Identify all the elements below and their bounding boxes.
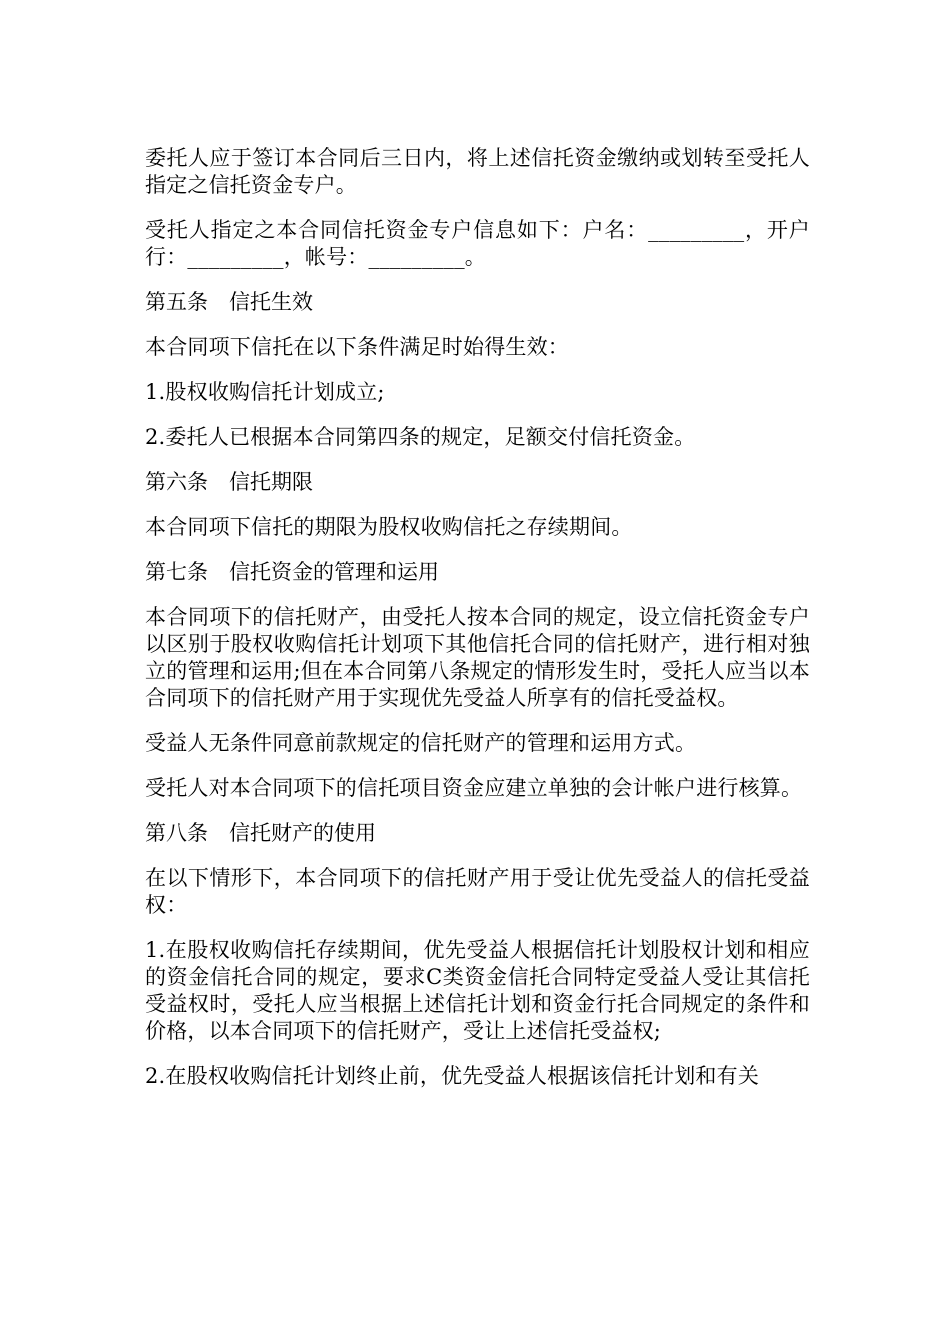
section-heading: 第六条 信托期限 (145, 470, 313, 494)
section-heading: 第七条 信托资金的管理和运用 (145, 560, 439, 584)
list-item: 1.股权收购信托计划成立; (145, 380, 385, 404)
document-body (145, 145, 810, 1108)
paragraph: 本合同项下信托在以下条件满足时始得生效： (145, 335, 569, 359)
paragraph: 受托人指定之本合同信托资金专户信息如下：户名：_________，开户行：_________，帐号：_________。 (145, 218, 810, 269)
paragraph: 在以下情形下，本合同项下的信托财产用于受让优先受益人的信托受益权： (145, 866, 810, 917)
section-heading: 第五条 信托生效 (145, 290, 313, 314)
list-item: 2.委托人已根据本合同第四条的规定，足额交付信托资金。 (145, 425, 696, 449)
paragraph: 本合同项下的信托财产，由受托人按本合同的规定，设立信托资金专户以区别于股权收购信托计划项下其他信托合同的信托财产，进行相对独立的管理和运用;但在本合同第八条规定的情形发生时，受托人应当以本合同项下的信托财产用于实现优先受益人所享有的信托受益权。 (145, 605, 810, 710)
paragraph: 受托人对本合同项下的信托项目资金应建立单独的会计帐户进行核算。 (145, 776, 803, 800)
paragraph: 本合同项下信托的期限为股权收购信托之存续期间。 (145, 515, 633, 539)
list-item: 2.在股权收购信托计划终止前，优先受益人根据该信托计划和有关 (145, 1064, 760, 1088)
section-heading: 第八条 信托财产的使用 (145, 821, 376, 845)
paragraph: 受益人无条件同意前款规定的信托财产的管理和运用方式。 (145, 731, 697, 755)
paragraph: 委托人应于签订本合同后三日内，将上述信托资金缴纳或划转至受托人指定之信托资金专户。 (145, 146, 810, 197)
list-item: 1.在股权收购信托存续期间，优先受益人根据信托计划股权计划和相应的资金信托合同的规定，要求C类资金信托合同特定受益人受让其信托受益权时，受托人应当根据上述信托计划和资金行托合同规定的条件和价格，以本合同项下的信托财产，受让上述信托受益权; (145, 938, 810, 1043)
